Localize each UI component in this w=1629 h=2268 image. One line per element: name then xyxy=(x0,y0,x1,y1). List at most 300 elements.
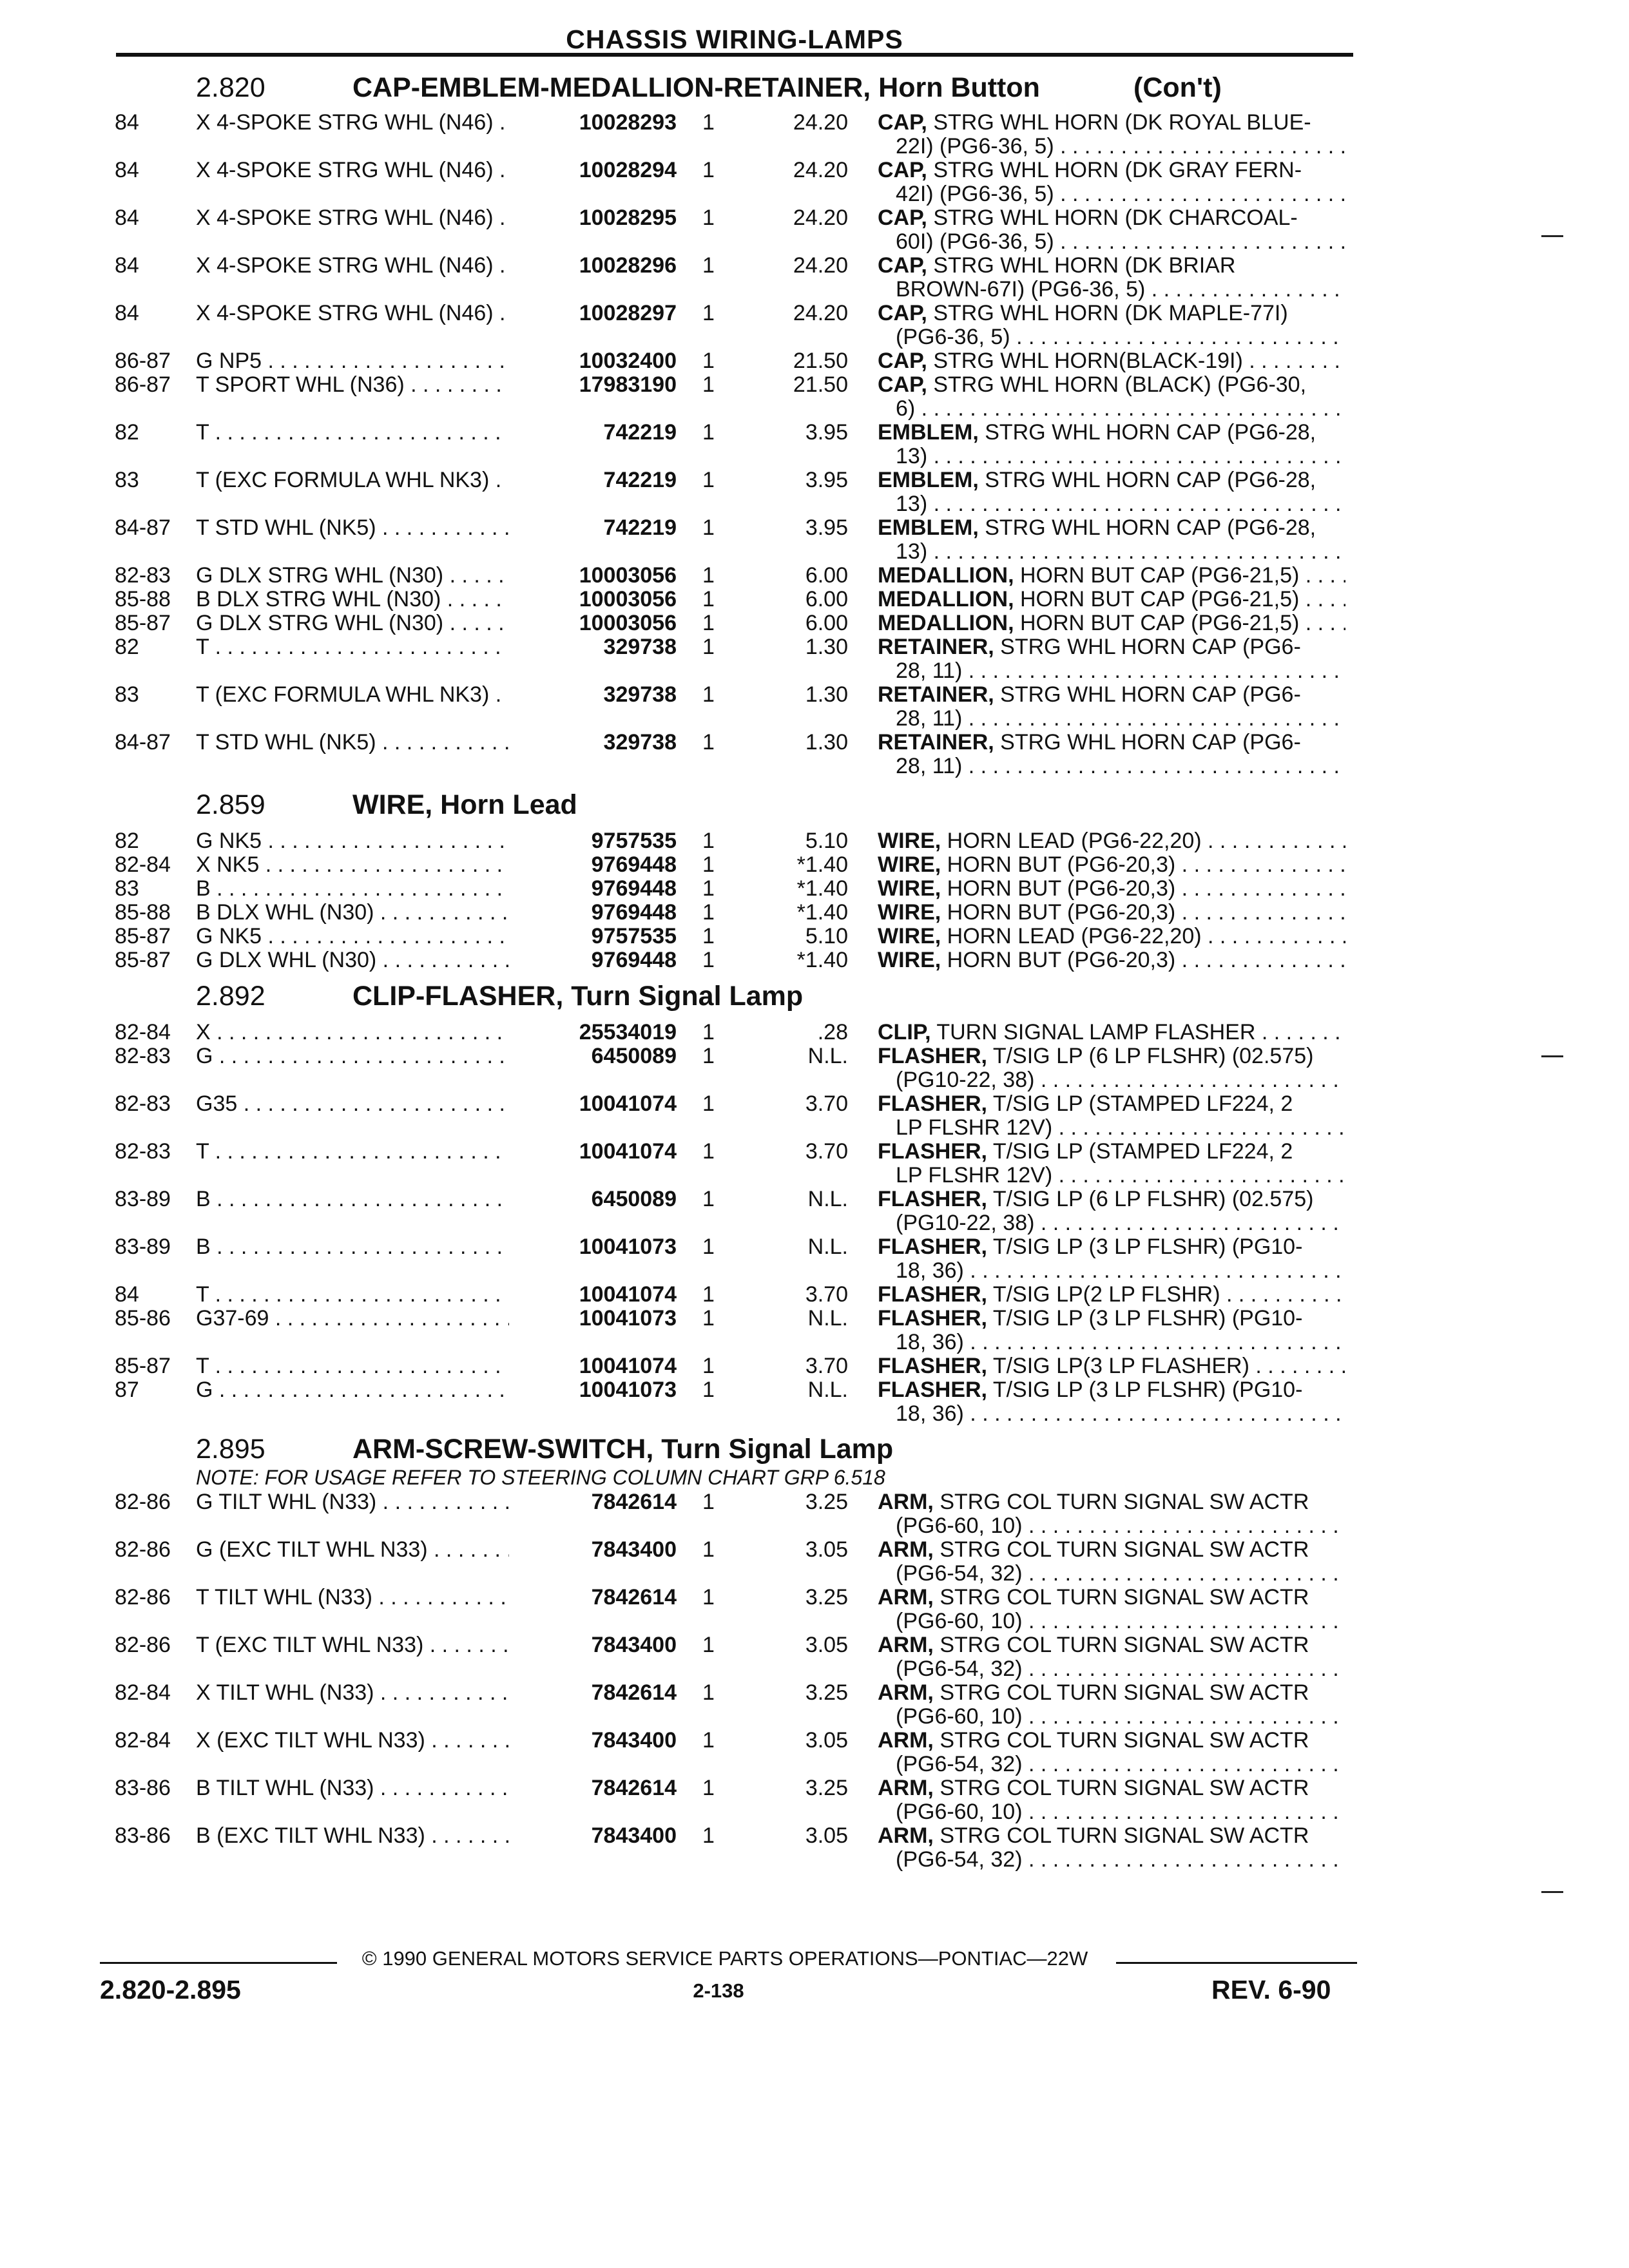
price: *1.40 xyxy=(796,876,848,901)
usage xyxy=(196,829,542,853)
part-row xyxy=(0,421,1629,468)
description-line-1 xyxy=(878,1021,1345,1044)
quantity: 1 xyxy=(702,1044,715,1068)
item-name: CLIP, xyxy=(878,1021,931,1044)
quantity: 1 xyxy=(702,1378,715,1402)
model-years: 82-83 xyxy=(115,1044,171,1068)
description-line-2 xyxy=(878,230,1345,254)
usage-text: T STD WHL (NK5) xyxy=(196,516,376,540)
item-name: ARM, xyxy=(878,1729,934,1753)
quantity: 1 xyxy=(702,1091,715,1116)
description xyxy=(878,731,1345,778)
quantity: 1 xyxy=(702,301,715,325)
model-years: 82-86 xyxy=(115,1585,171,1610)
part-number: 9757535 xyxy=(509,925,677,948)
part-row xyxy=(0,1490,1629,1538)
description-line-2 xyxy=(878,1331,1345,1354)
item-name: WIRE, xyxy=(878,948,941,972)
price: 3.05 xyxy=(805,1633,848,1657)
section-note: NOTE: FOR USAGE REFER TO STEERING COLUMN CHART GRP 6.518 xyxy=(196,1466,885,1489)
section-number: 2.895 xyxy=(196,1434,265,1465)
price: N.L. xyxy=(807,1378,848,1402)
item-name: RETAINER, xyxy=(878,731,994,754)
description-text: STRG WHL HORN (DK MAPLE-77I) xyxy=(933,302,1288,325)
item-name: ARM, xyxy=(878,1824,934,1848)
price: 3.05 xyxy=(805,1728,848,1753)
part-row xyxy=(0,683,1629,731)
usage xyxy=(196,1092,542,1116)
description-continuation: 13) xyxy=(896,445,928,468)
description-continuation: 22I) (PG6-36, 5) xyxy=(896,135,1054,159)
quantity: 1 xyxy=(702,349,715,373)
item-name: EMBLEM, xyxy=(878,468,979,492)
description-line-2 xyxy=(878,1514,1345,1538)
item-name: FLASHER, xyxy=(878,1354,987,1378)
model-years: 84 xyxy=(115,253,139,278)
usage-text: T TILT WHL (N33) xyxy=(196,1586,372,1610)
description-continuation: (PG6-60, 10) xyxy=(896,1610,1023,1633)
quantity: 1 xyxy=(702,1235,715,1259)
description-line-2 xyxy=(878,1753,1345,1776)
description-text: HORN BUT (PG6-20,3) xyxy=(947,853,1176,877)
price: 3.05 xyxy=(805,1537,848,1562)
usage xyxy=(196,421,542,445)
description-text: STRG COL TURN SIGNAL SW ACTR xyxy=(940,1776,1309,1800)
item-name: CAP, xyxy=(878,206,927,230)
usage-text: G xyxy=(196,1378,213,1402)
description-text: HORN BUT CAP (PG6-21,5) xyxy=(1020,611,1300,635)
section-number: 2.859 xyxy=(196,789,265,820)
footer-revision: REV. 6-90 xyxy=(1211,1975,1331,2004)
price: 3.95 xyxy=(805,420,848,445)
description-line-2 xyxy=(878,1657,1345,1681)
description-line-1 xyxy=(878,468,1345,492)
description-text: STRG WHL HORN CAP (PG6- xyxy=(1000,683,1301,707)
item-name: WIRE, xyxy=(878,901,941,925)
part-number: 10003056 xyxy=(509,564,677,588)
usage xyxy=(196,564,542,588)
model-years: 87 xyxy=(115,1378,139,1402)
quantity: 1 xyxy=(702,611,715,635)
quantity: 1 xyxy=(702,1633,715,1657)
usage xyxy=(196,1354,542,1378)
price: 3.70 xyxy=(805,1139,848,1164)
usage xyxy=(196,1538,542,1562)
model-years: 84-87 xyxy=(115,515,171,540)
model-years: 82-86 xyxy=(115,1490,171,1514)
description-text: T/SIG LP(2 LP FLSHR) xyxy=(992,1283,1220,1307)
model-years: 82-84 xyxy=(115,852,171,877)
usage-text: X 4-SPOKE STRG WHL (N46) xyxy=(196,159,494,182)
part-row xyxy=(0,1307,1629,1354)
part-number: 7843400 xyxy=(509,1729,677,1753)
description-continuation: (PG6-60, 10) xyxy=(896,1705,1023,1729)
part-number: 10028296 xyxy=(509,254,677,278)
description-line-1 xyxy=(878,877,1345,901)
price: .28 xyxy=(817,1020,848,1044)
usage xyxy=(196,159,542,182)
item-name: FLASHER, xyxy=(878,1187,987,1211)
item-name: FLASHER, xyxy=(878,1092,987,1116)
description-text: STRG WHL HORN (DK BRIAR xyxy=(933,254,1236,278)
part-number: 10032400 xyxy=(509,349,677,373)
description-line-2 xyxy=(878,182,1345,206)
description-line-1 xyxy=(878,683,1345,707)
quantity: 1 xyxy=(702,253,715,278)
description-line-2 xyxy=(878,1164,1345,1187)
description-line-1 xyxy=(878,829,1345,853)
usage xyxy=(196,731,542,754)
usage xyxy=(196,1187,542,1211)
price: 3.95 xyxy=(805,515,848,540)
description-continuation: 13) xyxy=(896,540,928,564)
description-line-2 xyxy=(878,278,1345,302)
item-name: CAP, xyxy=(878,254,927,278)
usage xyxy=(196,349,542,373)
price: 1.30 xyxy=(805,682,848,707)
description xyxy=(878,1187,1345,1235)
item-name: WIRE, xyxy=(878,829,941,853)
item-name: FLASHER, xyxy=(878,1307,987,1331)
usage xyxy=(196,1307,542,1331)
part-number: 742219 xyxy=(509,516,677,540)
quantity: 1 xyxy=(702,730,715,754)
item-name: CAP, xyxy=(878,111,927,135)
price: 3.25 xyxy=(805,1490,848,1514)
description-text: T/SIG LP (3 LP FLSHR) (PG10- xyxy=(992,1235,1303,1259)
quantity: 1 xyxy=(702,1187,715,1211)
usage xyxy=(196,948,542,972)
footer-section-range: 2.820-2.895 xyxy=(100,1975,241,2004)
price: 21.50 xyxy=(793,349,848,373)
quantity: 1 xyxy=(702,515,715,540)
usage-text: X 4-SPOKE STRG WHL (N46) xyxy=(196,111,494,135)
description-line-2 xyxy=(878,1259,1345,1283)
part-number: 10041074 xyxy=(509,1354,677,1378)
description-line-2 xyxy=(878,540,1345,564)
description-continuation: (PG6-60, 10) xyxy=(896,1800,1023,1824)
quantity: 1 xyxy=(702,1282,715,1307)
quantity: 1 xyxy=(702,372,715,397)
description xyxy=(878,1776,1345,1824)
part-number: 10028297 xyxy=(509,302,677,325)
model-years: 85-88 xyxy=(115,587,171,611)
part-row xyxy=(0,1633,1629,1681)
description-text: STRG COL TURN SIGNAL SW ACTR xyxy=(940,1824,1309,1848)
model-years: 83 xyxy=(115,682,139,707)
description-text: HORN LEAD (PG6-22,20) xyxy=(947,925,1202,948)
model-years: 82 xyxy=(115,635,139,659)
quantity: 1 xyxy=(702,1537,715,1562)
item-name: RETAINER, xyxy=(878,683,994,707)
usage-text: X 4-SPOKE STRG WHL (N46) xyxy=(196,302,494,325)
model-years: 83-89 xyxy=(115,1187,171,1211)
quantity: 1 xyxy=(702,852,715,877)
usage xyxy=(196,588,542,611)
description-line-1 xyxy=(878,564,1345,588)
description-continuation: (PG6-54, 32) xyxy=(896,1753,1023,1776)
model-years: 82 xyxy=(115,829,139,853)
usage xyxy=(196,853,542,877)
price: 3.70 xyxy=(805,1354,848,1378)
usage-text: T xyxy=(196,1283,209,1307)
quantity: 1 xyxy=(702,1354,715,1378)
usage xyxy=(196,1586,542,1610)
description-text: STRG WHL HORN (BLACK) (PG6-30, xyxy=(933,373,1307,397)
section-title: WIRE, Horn Lead xyxy=(352,789,577,820)
item-name: WIRE, xyxy=(878,853,941,877)
description-line-2 xyxy=(878,1610,1345,1633)
part-number: 7843400 xyxy=(509,1824,677,1848)
description-continuation: (PG10-22, 38) xyxy=(896,1068,1035,1092)
description xyxy=(878,1633,1345,1681)
model-years: 82-84 xyxy=(115,1020,171,1044)
description-text: STRG COL TURN SIGNAL SW ACTR xyxy=(940,1586,1309,1610)
description-line-1 xyxy=(878,302,1345,325)
description-text: HORN BUT (PG6-20,3) xyxy=(947,877,1176,901)
usage-text: G35 xyxy=(196,1092,238,1116)
description-line-1 xyxy=(878,1140,1345,1164)
item-name: EMBLEM, xyxy=(878,421,979,445)
section-number: 2.820 xyxy=(196,72,265,103)
description-line-1 xyxy=(878,611,1345,635)
part-number: 7842614 xyxy=(509,1586,677,1610)
part-number: 25534019 xyxy=(509,1021,677,1044)
description-line-1 xyxy=(878,731,1345,754)
model-years: 84-87 xyxy=(115,730,171,754)
part-number: 9769448 xyxy=(509,853,677,877)
usage xyxy=(196,468,542,492)
usage xyxy=(196,206,542,230)
description xyxy=(878,111,1345,159)
item-name: CAP, xyxy=(878,302,927,325)
usage xyxy=(196,254,542,278)
description-line-1 xyxy=(878,349,1345,373)
quantity: 1 xyxy=(702,1823,715,1848)
description-line-1 xyxy=(878,1044,1345,1068)
model-years: 82-86 xyxy=(115,1537,171,1562)
description-text: T/SIG LP (3 LP FLSHR) (PG10- xyxy=(992,1307,1303,1331)
description-line-2 xyxy=(878,135,1345,159)
price: 6.00 xyxy=(805,611,848,635)
quantity: 1 xyxy=(702,1728,715,1753)
description xyxy=(878,877,1345,901)
item-name: ARM, xyxy=(878,1538,934,1562)
usage-text: B DLX WHL (N30) xyxy=(196,901,374,925)
margin-mark xyxy=(1541,1891,1563,1893)
quantity: 1 xyxy=(702,635,715,659)
item-name: FLASHER, xyxy=(878,1235,987,1259)
part-number: 6450089 xyxy=(509,1044,677,1068)
description-line-1 xyxy=(878,1307,1345,1331)
model-years: 82-83 xyxy=(115,1091,171,1116)
description-line-2 xyxy=(878,1211,1345,1235)
quantity: 1 xyxy=(702,1680,715,1705)
description-line-1 xyxy=(878,1729,1345,1753)
description xyxy=(878,1586,1345,1633)
description xyxy=(878,588,1345,611)
price: 3.70 xyxy=(805,1282,848,1307)
description-line-2 xyxy=(878,492,1345,516)
part-number: 7843400 xyxy=(509,1633,677,1657)
description xyxy=(878,1021,1345,1044)
part-number: 10041073 xyxy=(509,1307,677,1331)
part-number: 329738 xyxy=(509,635,677,659)
description-line-2 xyxy=(878,397,1345,421)
description-line-2 xyxy=(878,445,1345,468)
part-number: 7842614 xyxy=(509,1776,677,1800)
quantity: 1 xyxy=(702,1776,715,1800)
description xyxy=(878,421,1345,468)
part-number: 10003056 xyxy=(509,611,677,635)
description-text: HORN BUT (PG6-20,3) xyxy=(947,901,1176,925)
model-years: 84 xyxy=(115,206,139,230)
description xyxy=(878,1307,1345,1354)
description xyxy=(878,948,1345,972)
description-continuation: 28, 11) xyxy=(896,659,963,683)
description-line-1 xyxy=(878,901,1345,925)
price: N.L. xyxy=(807,1235,848,1259)
description xyxy=(878,1092,1345,1140)
description xyxy=(878,1538,1345,1586)
description-text: HORN LEAD (PG6-22,20) xyxy=(947,829,1202,853)
description-text: STRG COL TURN SIGNAL SW ACTR xyxy=(940,1729,1309,1753)
part-number: 9769448 xyxy=(509,877,677,901)
description-line-2 xyxy=(878,1116,1345,1140)
item-name: MEDALLION, xyxy=(878,588,1014,611)
part-number: 10041074 xyxy=(509,1092,677,1116)
footer-rule-right xyxy=(1116,1962,1357,1964)
usage-text: G TILT WHL (N33) xyxy=(196,1490,377,1514)
quantity: 1 xyxy=(702,468,715,492)
model-years: 85-88 xyxy=(115,900,171,925)
part-row xyxy=(0,1378,1629,1426)
page-title: CHASSIS WIRING-LAMPS xyxy=(566,24,903,54)
description-line-1 xyxy=(878,373,1345,397)
price: 3.25 xyxy=(805,1680,848,1705)
description-line-1 xyxy=(878,1586,1345,1610)
description xyxy=(878,1044,1345,1092)
usage xyxy=(196,611,542,635)
quantity: 1 xyxy=(702,682,715,707)
item-name: EMBLEM, xyxy=(878,516,979,540)
description-line-2 xyxy=(878,1562,1345,1586)
description-line-1 xyxy=(878,1538,1345,1562)
footer-copyright: © 1990 GENERAL MOTORS SERVICE PARTS OPERATIONS—PONTIAC—22W xyxy=(361,1947,1088,1970)
part-number: 10041073 xyxy=(509,1235,677,1259)
description xyxy=(878,1283,1345,1307)
usage-text: G (EXC TILT WHL N33) xyxy=(196,1538,428,1562)
part-number: 10041074 xyxy=(509,1140,677,1164)
model-years: 85-87 xyxy=(115,948,171,972)
description-text: STRG WHL HORN CAP (PG6- xyxy=(1000,731,1301,754)
description-text: HORN BUT CAP (PG6-21,5) xyxy=(1020,564,1300,588)
description-text: T/SIG LP (6 LP FLSHR) (02.575) xyxy=(992,1187,1314,1211)
description-text: STRG WHL HORN(BLACK-19I) xyxy=(933,349,1243,373)
model-years: 82-86 xyxy=(115,1633,171,1657)
usage xyxy=(196,877,542,901)
description xyxy=(878,206,1345,254)
model-years: 82-83 xyxy=(115,1139,171,1164)
part-number: 10028293 xyxy=(509,111,677,135)
part-row xyxy=(0,1729,1629,1776)
item-name: CAP, xyxy=(878,373,927,397)
part-number: 329738 xyxy=(509,731,677,754)
item-name: FLASHER, xyxy=(878,1283,987,1307)
usage-text: X 4-SPOKE STRG WHL (N46) xyxy=(196,206,494,230)
usage xyxy=(196,635,542,659)
part-row xyxy=(0,1044,1629,1092)
model-years: 84 xyxy=(115,1282,139,1307)
quantity: 1 xyxy=(702,110,715,135)
usage xyxy=(196,516,542,540)
usage-text: B DLX STRG WHL (N30) xyxy=(196,588,441,611)
part-number: 742219 xyxy=(509,421,677,445)
description xyxy=(878,611,1345,635)
part-row xyxy=(0,516,1629,564)
description-line-2 xyxy=(878,1705,1345,1729)
part-row xyxy=(0,159,1629,206)
usage xyxy=(196,1140,542,1164)
description xyxy=(878,468,1345,516)
description xyxy=(878,901,1345,925)
quantity: 1 xyxy=(702,900,715,925)
section-continued: (Con't) xyxy=(1133,72,1222,103)
price: 24.20 xyxy=(793,301,848,325)
description-line-2 xyxy=(878,707,1345,731)
usage-text: G xyxy=(196,1044,213,1068)
description-text: T/SIG LP(3 LP FLASHER) xyxy=(992,1354,1249,1378)
description-text: STRG WHL HORN (DK ROYAL BLUE- xyxy=(933,111,1311,135)
usage xyxy=(196,373,542,397)
description-line-1 xyxy=(878,1187,1345,1211)
description-continuation: 18, 36) xyxy=(896,1331,964,1354)
description-line-2 xyxy=(878,1800,1345,1824)
usage xyxy=(196,111,542,135)
usage xyxy=(196,1044,542,1068)
description-line-1 xyxy=(878,254,1345,278)
description xyxy=(878,1140,1345,1187)
price: N.L. xyxy=(807,1187,848,1211)
model-years: 85-86 xyxy=(115,1306,171,1331)
price: 1.30 xyxy=(805,635,848,659)
description xyxy=(878,1729,1345,1776)
usage-text: T xyxy=(196,635,209,659)
description-line-1 xyxy=(878,1235,1345,1259)
usage-text: T STD WHL (NK5) xyxy=(196,731,376,754)
description xyxy=(878,1490,1345,1538)
description xyxy=(878,349,1345,373)
model-years: 84 xyxy=(115,301,139,325)
item-name: FLASHER, xyxy=(878,1140,987,1164)
description-line-2 xyxy=(878,1848,1345,1872)
description xyxy=(878,1354,1345,1378)
description-text: T/SIG LP (3 LP FLSHR) (PG10- xyxy=(992,1378,1303,1402)
usage xyxy=(196,1021,542,1044)
description xyxy=(878,373,1345,421)
description-text: STRG COL TURN SIGNAL SW ACTR xyxy=(940,1633,1309,1657)
usage-text: X xyxy=(196,1021,211,1044)
usage xyxy=(196,1729,542,1753)
price: 24.20 xyxy=(793,110,848,135)
description-text: STRG WHL HORN CAP (PG6-28, xyxy=(985,421,1316,445)
description-text: STRG COL TURN SIGNAL SW ACTR xyxy=(940,1538,1309,1562)
page-header xyxy=(116,24,1353,57)
part-number: 9757535 xyxy=(509,829,677,853)
item-name: ARM, xyxy=(878,1586,934,1610)
quantity: 1 xyxy=(702,1490,715,1514)
model-years: 85-87 xyxy=(115,924,171,948)
